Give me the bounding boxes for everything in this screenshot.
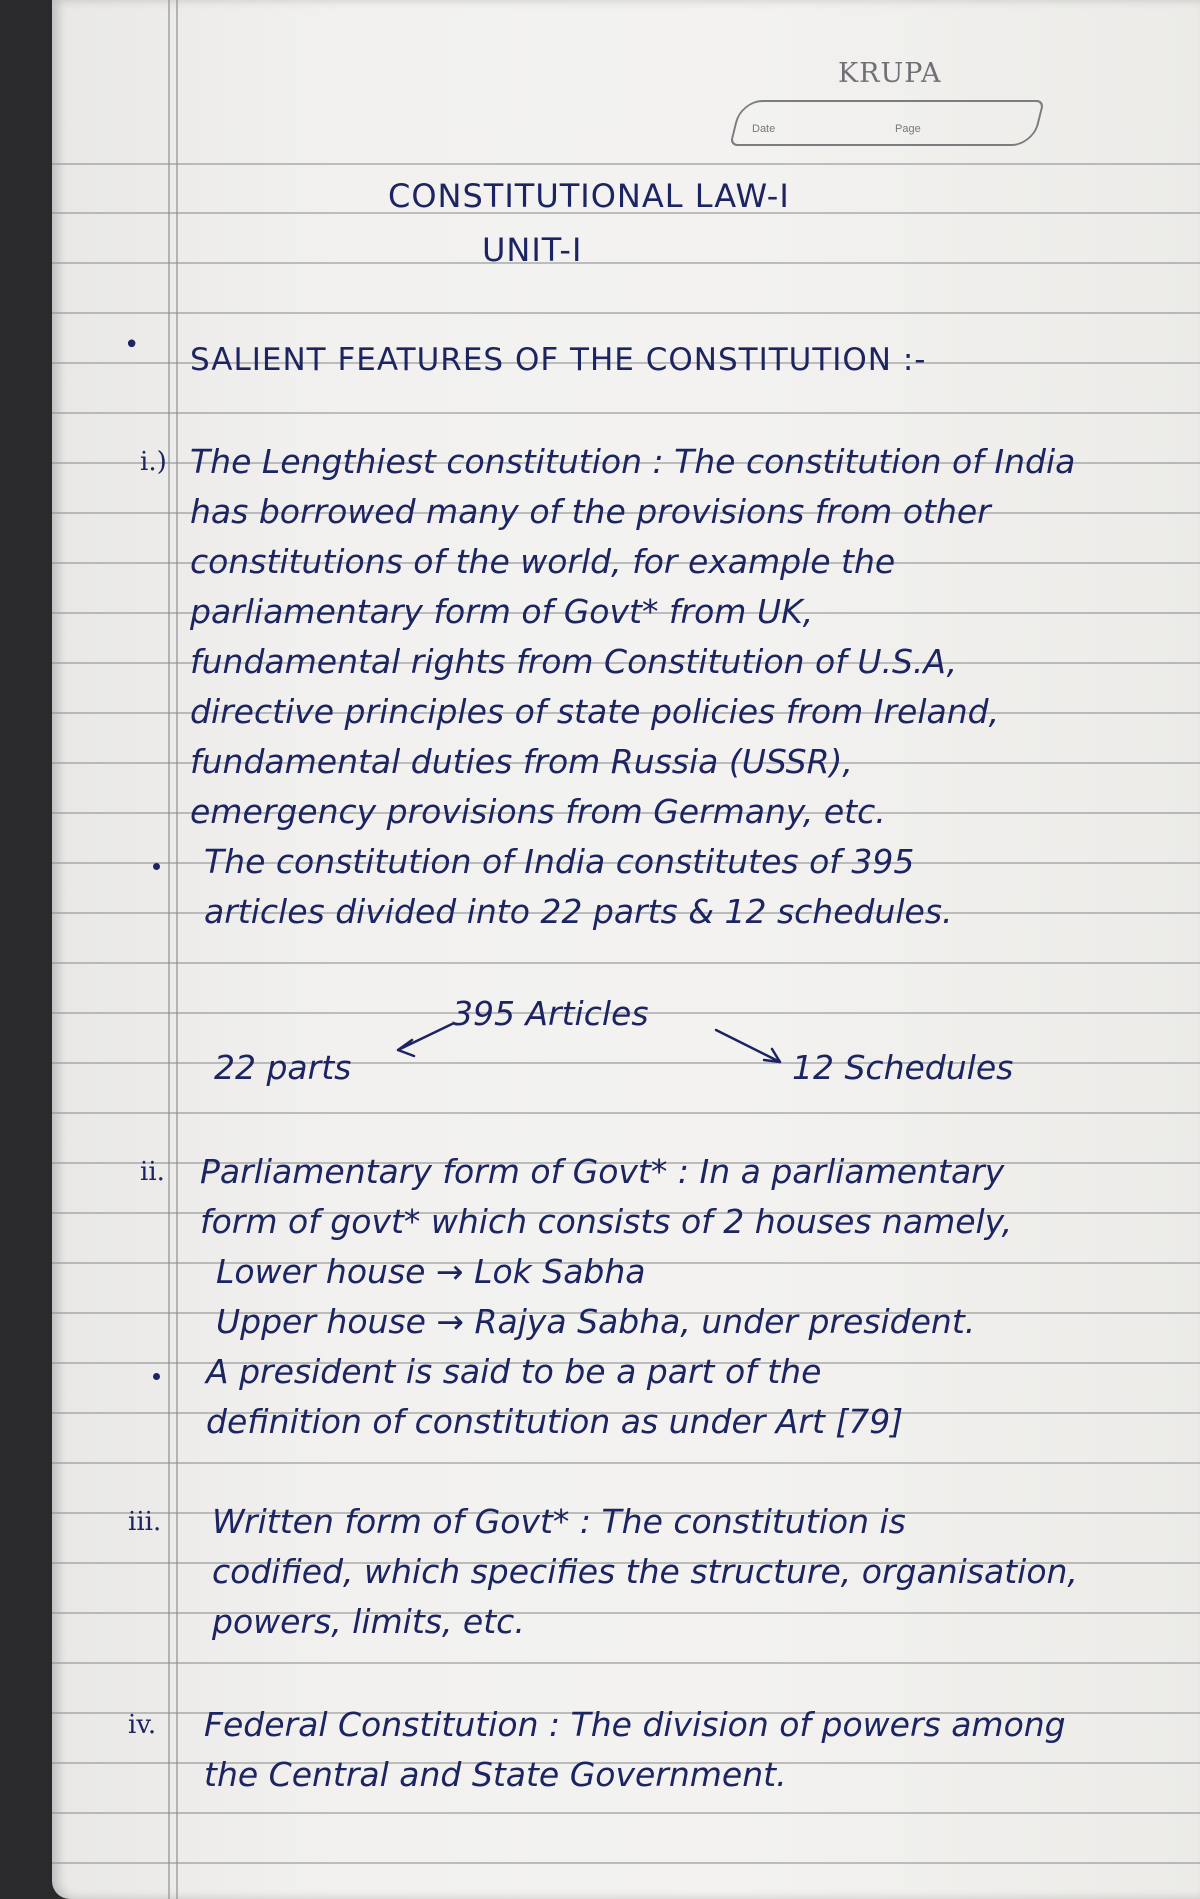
- point2-subline: A president is said to be a part of the: [206, 1352, 822, 1391]
- bullet-dot: [153, 1373, 160, 1380]
- point1-line: fundamental rights from Constitution of U.S.A,: [190, 642, 958, 681]
- section-title: SALIENT FEATURES OF THE CONSTITUTION :-: [190, 342, 927, 378]
- point1-subline: The constitution of India constitutes of 395: [204, 842, 915, 881]
- diagram-left-node: 22 parts: [214, 1048, 352, 1087]
- point2-line: Parliamentary form of Govt* : In a parliamentary: [200, 1152, 1005, 1191]
- point-number: i.): [140, 447, 167, 477]
- point2-line: Upper house → Rajya Sabha, under president.: [216, 1302, 976, 1341]
- point2-line: Lower house → Lok Sabha: [216, 1252, 646, 1291]
- point3-line: powers, limits, etc.: [212, 1602, 525, 1641]
- point2-line: form of govt* which consists of 2 houses namely,: [200, 1202, 1013, 1241]
- page-title: CONSTITUTIONAL LAW-I: [388, 177, 790, 215]
- point1-line: The Lengthiest constitution : The constitution of India: [190, 442, 1076, 481]
- point2-subline: definition of constitution as under Art [79]: [206, 1402, 904, 1441]
- point1-subline: articles divided into 22 parts & 12 schedules.: [204, 892, 953, 931]
- point-number: iv.: [128, 1710, 157, 1740]
- point1-line: emergency provisions from Germany, etc.: [190, 792, 886, 831]
- diagram-top-node: 395 Articles: [452, 994, 649, 1033]
- point1-line: parliamentary form of Govt* from UK,: [190, 592, 814, 631]
- point1-line: has borrowed many of the provisions from other: [190, 492, 991, 531]
- point-number: ii.: [140, 1157, 165, 1187]
- date-label: Date: [752, 123, 776, 135]
- arrow-to-parts: [398, 1024, 452, 1056]
- point1-line: directive principles of state policies from Ireland,: [190, 692, 1000, 731]
- point3-line: Written form of Govt* : The constitution is: [212, 1502, 906, 1541]
- point3-line: codified, which specifies the structure, organisation,: [212, 1552, 1078, 1591]
- unit-title: UNIT-I: [482, 231, 583, 269]
- notebook-brand: KRUPA: [838, 58, 942, 89]
- diagram-right-node: 12 Schedules: [792, 1048, 1014, 1087]
- point4-line: the Central and State Government.: [204, 1755, 787, 1794]
- page-label: Page: [895, 123, 921, 135]
- point1-line: fundamental duties from Russia (USSR),: [190, 742, 853, 781]
- point-number: iii.: [128, 1507, 162, 1537]
- arrow-to-schedules: [716, 1030, 780, 1062]
- point4-line: Federal Constitution : The division of powers among: [204, 1705, 1066, 1744]
- section-bullet: •: [124, 330, 140, 360]
- point1-line: constitutions of the world, for example the: [190, 542, 896, 581]
